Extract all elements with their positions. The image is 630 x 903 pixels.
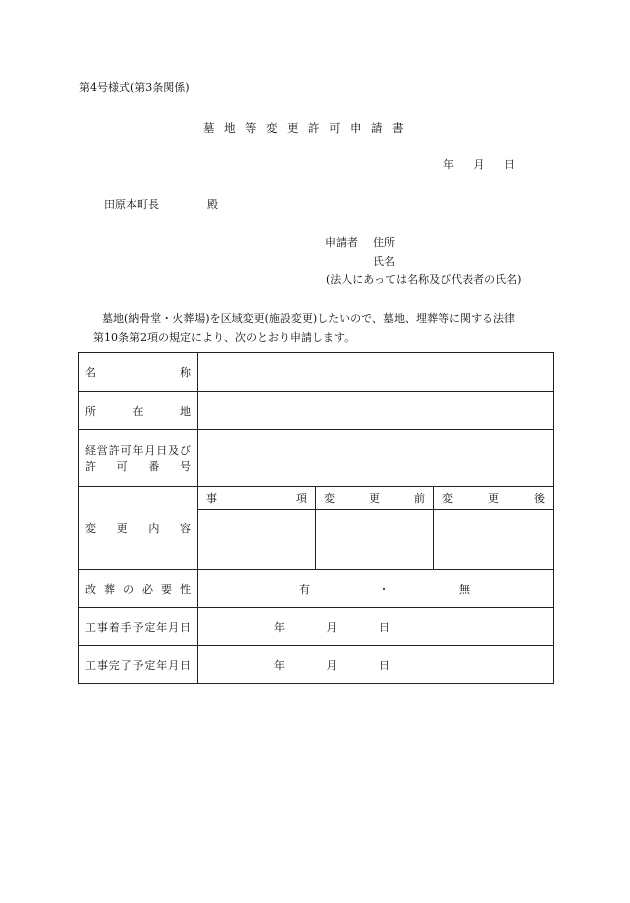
reburial-label: 改葬の必要性 <box>79 570 198 608</box>
change-label: 変更内容 <box>79 487 198 570</box>
reburial-no-option[interactable]: 無 <box>459 582 470 596</box>
reburial-options <box>198 570 554 608</box>
end-date-field[interactable] <box>198 646 554 684</box>
location-label: 所在地 <box>79 392 198 430</box>
col-after-header: 変更後 <box>434 487 554 510</box>
addressee <box>104 198 218 212</box>
permit-label-line-1: 経営許可年月日及び <box>85 444 191 457</box>
body-text-line-1: 墓地(納骨堂・火葬場)を区域変更(施設変更)したいので、墓地、埋葬等に関する法律 <box>102 312 515 325</box>
col-item-header: 事項 <box>198 487 316 510</box>
applicant-name-label: 氏名 <box>373 255 395 268</box>
col-before-header: 変更前 <box>316 487 434 510</box>
start-year-unit: 年 <box>274 620 285 634</box>
permit-label <box>79 430 198 487</box>
end-day-unit: 日 <box>379 658 390 672</box>
start-day-unit: 日 <box>379 620 390 634</box>
end-date-label: 工事完了予定年月日 <box>79 646 198 684</box>
addressee-name: 田原本町長 <box>104 198 159 211</box>
change-after-field[interactable] <box>434 510 554 570</box>
reburial-separator: ・ <box>378 582 390 596</box>
start-date-label: 工事着手予定年月日 <box>79 608 198 646</box>
row-start-date <box>79 608 554 646</box>
applicant-label: 申請者 <box>325 236 358 249</box>
reburial-yes-option[interactable]: 有 <box>299 582 310 596</box>
row-name <box>79 353 554 392</box>
addressee-honorific: 殿 <box>207 198 218 211</box>
start-date-field[interactable] <box>198 608 554 646</box>
change-before-field[interactable] <box>316 510 434 570</box>
row-reburial <box>79 570 554 608</box>
location-field[interactable] <box>198 392 554 430</box>
corporation-note: (法人にあっては名称及び代表者の氏名) <box>326 273 522 286</box>
row-permit <box>79 430 554 487</box>
applicant-address-label: 住所 <box>373 236 395 249</box>
name-field[interactable] <box>198 353 554 392</box>
row-change-header <box>79 487 554 510</box>
row-location <box>79 392 554 430</box>
permit-label-line-2: 許可番号 <box>85 460 191 473</box>
row-end-date <box>79 646 554 684</box>
body-text-line-2: 第10条第2項の規定により、次のとおり申請します。 <box>93 331 356 344</box>
start-month-unit: 月 <box>326 620 338 634</box>
end-year-unit: 年 <box>274 658 285 672</box>
end-month-unit: 月 <box>326 658 338 672</box>
change-item-field[interactable] <box>198 510 316 570</box>
application-date: 年 月 日 <box>443 158 515 171</box>
name-label: 名称 <box>79 353 198 392</box>
form-number: 第4号様式(第3条関係) <box>79 81 190 94</box>
permit-field[interactable] <box>198 430 554 487</box>
document-title: 墓地等変更許可申請書 <box>203 121 413 135</box>
application-form-table <box>78 352 554 684</box>
